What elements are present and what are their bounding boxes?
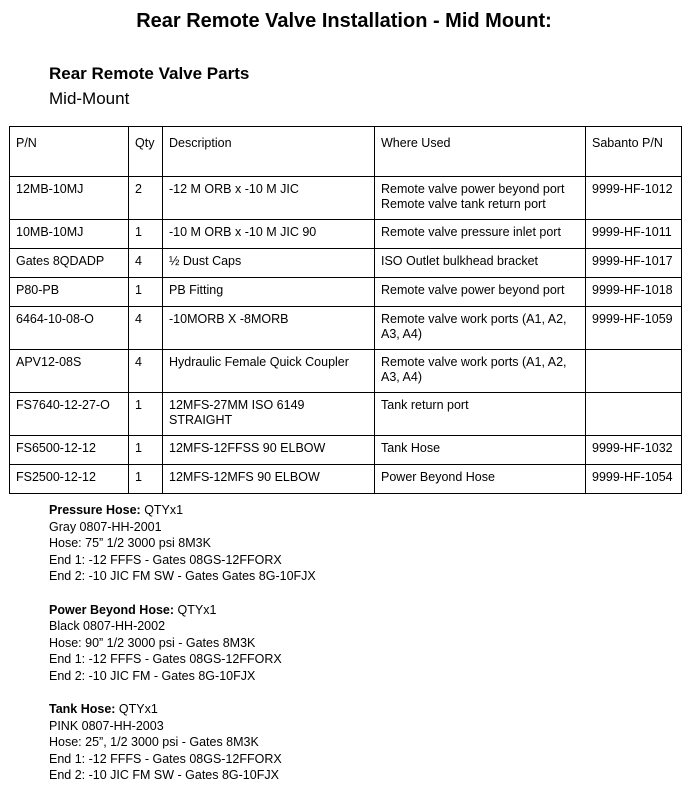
cell-description: -12 M ORB x -10 M JIC <box>163 177 375 220</box>
hose-heading <box>49 701 316 718</box>
hose-notes <box>49 502 316 801</box>
table-row <box>10 307 682 350</box>
section-title: Rear Remote Valve Parts <box>49 64 250 83</box>
hose-block <box>49 602 316 685</box>
cell-sabanto-pn: 9999-HF-1059 <box>586 307 682 350</box>
header-where-used: Where Used <box>375 127 586 177</box>
page-title: Rear Remote Valve Installation - Mid Mount: <box>136 10 552 32</box>
where-used-line: Remote valve pressure inlet port <box>381 225 561 239</box>
hose-block <box>49 701 316 784</box>
cell-description: 12MFS-12FFSS 90 ELBOW <box>163 436 375 465</box>
table-row <box>10 436 682 465</box>
table-row <box>10 249 682 278</box>
hose-qty: QTYx1 <box>115 702 158 716</box>
cell-sabanto-pn: 9999-HF-1012 <box>586 177 682 220</box>
cell-qty: 2 <box>129 177 163 220</box>
cell-qty: 4 <box>129 350 163 393</box>
cell-qty: 1 <box>129 436 163 465</box>
hose-name: Pressure Hose: <box>49 503 141 517</box>
hose-detail-line: End 1: -12 FFFS - Gates 08GS-12FFORX <box>49 751 282 766</box>
cell-pn: 12MB-10MJ <box>10 177 129 220</box>
section-subtitle: Mid-Mount <box>49 89 130 108</box>
cell-description: PB Fitting <box>163 278 375 307</box>
hose-qty: QTYx1 <box>174 602 217 617</box>
cell-sabanto-pn: 9999-HF-1011 <box>586 220 682 249</box>
where-used-line: Remote valve power beyond port <box>381 182 565 196</box>
hose-detail-line: Hose: 25”, 1/2 3000 psi - Gates 8M3K <box>49 735 259 749</box>
cell-sabanto-pn <box>586 393 682 436</box>
cell-qty: 1 <box>129 393 163 436</box>
cell-description: Hydraulic Female Quick Coupler <box>163 350 375 393</box>
parts-table <box>9 126 682 494</box>
hose-detail-line: End 2: -10 JIC FM - Gates 8G-10FJX <box>49 668 256 683</box>
cell-description: -10 M ORB x -10 M JIC 90 <box>163 220 375 249</box>
hose-detail-line: End 1: -12 FFFS - Gates 08GS-12FFORX <box>49 652 282 666</box>
hose-heading <box>49 502 316 519</box>
where-used-line: ISO Outlet bulkhead bracket <box>381 254 539 268</box>
cell-sabanto-pn: 9999-HF-1017 <box>586 249 682 278</box>
hose-name: Power Beyond Hose: <box>49 602 175 617</box>
cell-description: 12MFS-27MM ISO 6149 STRAIGHT <box>163 393 375 436</box>
where-used-line: Remote valve tank return port <box>381 197 546 211</box>
header-pn: P/N <box>10 127 129 177</box>
cell-where-used <box>375 249 586 278</box>
cell-qty: 1 <box>129 465 163 494</box>
cell-pn: FS6500-12-12 <box>10 436 129 465</box>
table-row <box>10 393 682 436</box>
cell-pn: 10MB-10MJ <box>10 220 129 249</box>
cell-where-used <box>375 350 586 393</box>
hose-detail-line: Black 0807-HH-2002 <box>49 619 166 633</box>
hose-detail-line: End 1: -12 FFFS - Gates 08GS-12FFORX <box>49 552 282 567</box>
hose-detail-line: PINK 0807-HH-2003 <box>49 718 164 733</box>
table-row <box>10 278 682 307</box>
cell-description: -10MORB X -8MORB <box>163 307 375 350</box>
hose-heading <box>49 602 316 619</box>
where-used-line: Tank return port <box>381 398 469 412</box>
table-row <box>10 350 682 393</box>
header-sabanto-pn: Sabanto P/N <box>586 127 682 177</box>
cell-where-used <box>375 307 586 350</box>
hose-detail-line: Hose: 75” 1/2 3000 psi 8M3K <box>49 536 211 550</box>
cell-pn: Gates 8QDADP <box>10 249 129 278</box>
table-row <box>10 465 682 494</box>
table-row <box>10 177 682 220</box>
where-used-line: Remote valve power beyond port <box>381 283 565 297</box>
hose-qty: QTYx1 <box>140 503 184 517</box>
hose-detail-line: Hose: 90” 1/2 3000 psi - Gates 8M3K <box>49 635 256 650</box>
hose-detail-line: Gray 0807-HH-2001 <box>49 519 162 534</box>
hose-block <box>49 502 316 585</box>
cell-where-used <box>375 436 586 465</box>
cell-sabanto-pn <box>586 350 682 393</box>
hose-detail-line: End 2: -10 JIC FM SW - Gates 8G-10FJX <box>49 768 279 782</box>
header-description: Description <box>163 127 375 177</box>
cell-description: 12MFS-12MFS 90 ELBOW <box>163 465 375 494</box>
cell-qty: 1 <box>129 278 163 307</box>
cell-qty: 4 <box>129 249 163 278</box>
table-header-row <box>10 127 682 177</box>
cell-sabanto-pn: 9999-HF-1054 <box>586 465 682 494</box>
cell-qty: 1 <box>129 220 163 249</box>
cell-qty: 4 <box>129 307 163 350</box>
where-used-line: Power Beyond Hose <box>381 470 495 484</box>
cell-where-used <box>375 278 586 307</box>
cell-where-used <box>375 220 586 249</box>
cell-where-used <box>375 465 586 494</box>
cell-where-used <box>375 177 586 220</box>
cell-description: ½ Dust Caps <box>163 249 375 278</box>
table-row <box>10 220 682 249</box>
hose-name: Tank Hose: <box>49 702 116 716</box>
where-used-line: Remote valve work ports (A1, A2, A3, A4) <box>381 355 567 384</box>
cell-pn: FS2500-12-12 <box>10 465 129 494</box>
hose-detail-line: End 2: -10 JIC FM SW - Gates Gates 8G-10FJX <box>49 569 316 583</box>
cell-where-used <box>375 393 586 436</box>
cell-sabanto-pn: 9999-HF-1018 <box>586 278 682 307</box>
where-used-line: Remote valve work ports (A1, A2, A3, A4) <box>381 312 567 341</box>
cell-pn: APV12-08S <box>10 350 129 393</box>
cell-sabanto-pn: 9999-HF-1032 <box>586 436 682 465</box>
where-used-line: Tank Hose <box>381 441 441 455</box>
cell-pn: FS7640-12-27-O <box>10 393 129 436</box>
cell-pn: 6464-10-08-O <box>10 307 129 350</box>
header-qty: Qty <box>129 127 163 177</box>
cell-pn: P80-PB <box>10 278 129 307</box>
